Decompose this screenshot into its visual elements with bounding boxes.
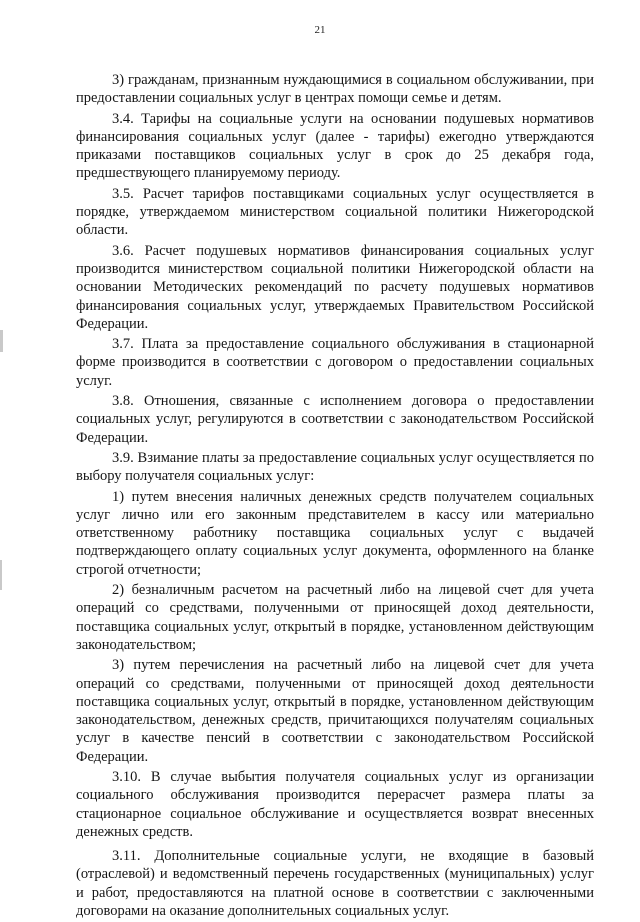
- scan-edge-mark: [0, 330, 3, 352]
- document-body: [76, 71, 594, 922]
- paragraph-3-6: 3.6. Расчет подушевых нормативов финансирования социальных услуг производится министерством социальной политики Нижегородской области на основании Методических рекомендаций по расчету подушевых нормативов финансирования социальных услуг, утверждаемых Правительством Российской Федерации.: [76, 242, 594, 332]
- paragraph-3-4: 3.4. Тарифы на социальные услуги на основании подушевых нормативов финансирования социальных услуг (далее - тарифы) ежегодно утверждаются приказами поставщиков социальных услуг в срок до 25 декабря года, предшествующего планируемому периоду.: [76, 110, 594, 182]
- scan-edge-mark: [0, 560, 2, 590]
- paragraph-3-10: 3.10. В случае выбытия получателя социальных услуг из организации социального обслуживания производится перерасчет размера платы за стационарное социальное обслуживание и осуществляется возврат внесенных денежных средств.: [76, 768, 594, 840]
- paragraph-3-9-item-2: 2) безналичным расчетом на расчетный либо на лицевой счет для учета операций со средствами, полученными от приносящей доход деятельности, поставщика социальных услуг, открытый в порядке, установленном действующим законодательством;: [76, 582, 594, 653]
- paragraph-3-9-item-3: 3) путем перечисления на расчетный либо на лицевой счет для учета операций со средствами, полученными от приносящей доход деятельности поставщика социальных услуг, открытый в порядке, установленном действующим законодательством, денежных средств, причитающихся получателям социальных услуг в качестве пенсий в соответствии с законодательством Российской Федерации.: [76, 657, 594, 765]
- paragraph-item-3: 3) гражданам, признанным нуждающимися в социальном обслуживании, при предоставлении социальных услуг в центрах помощи семье и детям.: [76, 72, 594, 107]
- paragraph-3-9: 3.9. Взимание платы за предоставление социальных услуг осуществляется по выбору получателя социальных услуг:: [76, 449, 594, 485]
- paragraph-3-11: 3.11. Дополнительные социальные услуги, не входящие в базовый (отраслевой) и ведомственный перечень государственных (муниципальных) услуг и работ, предоставляются на платной основе в соответствии с заключенными договорами на оказание дополнительных социальных услуг.: [76, 848, 594, 920]
- paragraph-3-9-item-1: 1) путем внесения наличных денежных средств получателем социальных услуг лично или его законным представителем в кассу или материально ответственному работнику поставщика социальных услуг с выдачей подтверждающего оплату социальных услуг документа, оформленного на бланке строгой отчетности;: [76, 488, 594, 578]
- page-number: 21: [314, 24, 326, 36]
- paragraph-3-8: 3.8. Отношения, связанные с исполнением договора о предоставлении социальных услуг, регулируются в соответствии с законодательством Российской Федерации.: [76, 393, 594, 446]
- paragraph-3-5: 3.5. Расчет тарифов поставщиками социальных услуг осуществляется в порядке, утверждаемом министерством социальной политики Нижегородской области.: [76, 185, 594, 239]
- paragraph-3-7: 3.7. Плата за предоставление социального обслуживания в стационарной форме производится в соответствии с договором о предоставлении социальных услуг.: [76, 336, 594, 389]
